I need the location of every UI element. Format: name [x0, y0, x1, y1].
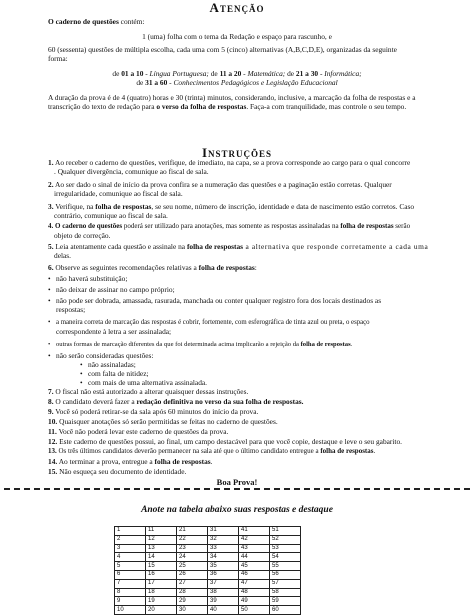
answer-row — [115, 597, 301, 606]
duration-line-1: A duração da prova é de 4 (quatro) horas e 30 (trinta) minutos, considerando, inclusive, a marcação da folha de respostas e a — [48, 93, 416, 102]
answer-row — [115, 544, 301, 553]
answer-row — [115, 570, 301, 579]
rec-6-sub-3: • com mais de uma alternativa assinalada. — [88, 378, 207, 387]
answer-cell[interactable]: 31 — [208, 527, 239, 536]
answer-cell[interactable]: 7 — [115, 579, 146, 588]
answer-cell[interactable]: 8 — [115, 588, 146, 597]
answer-cell[interactable]: 24 — [177, 553, 208, 562]
page-title-atencao: Atenção — [209, 0, 265, 15]
answer-cell[interactable]: 3 — [115, 544, 146, 553]
answer-cell[interactable]: 52 — [270, 535, 301, 544]
answer-row — [115, 553, 301, 562]
instruction-8: 8. O candidato deverá fazer a redação definitiva no verso da sua folha de respostas. — [48, 397, 304, 406]
answer-cell[interactable]: 15 — [146, 562, 177, 571]
answer-cell[interactable]: 51 — [270, 527, 301, 536]
answer-cell[interactable]: 26 — [177, 570, 208, 579]
answer-row — [115, 588, 301, 597]
rec-1: • não haverá substituição; — [56, 274, 127, 283]
intro-line-1 — [48, 17, 144, 26]
instruction-7: 7. O fiscal não está autorizado a alterar quaisquer dessas instruções. — [48, 387, 249, 396]
instruction-1-cont: . Qualquer divergência, comunique ao fiscal de sala. — [54, 167, 209, 176]
answer-cell[interactable]: 25 — [177, 562, 208, 571]
instruction-3-cont: contrário, comunique ao fiscal de sala. — [54, 211, 168, 220]
answer-cell[interactable]: 6 — [115, 570, 146, 579]
rec-3: • não pode ser dobrada, amassada, rasurada, manchada ou conter qualquer registro fora dos locais destinados as — [56, 296, 381, 305]
answer-cell[interactable]: 11 — [146, 527, 177, 536]
instruction-1: 1. Ao receber o caderno de questões, verifique, de imediato, na capa, se a prova corresponde ao cargo para o qual concorre — [48, 158, 411, 167]
instruction-15: 15. Não esqueça seu documento de identidade. — [48, 467, 187, 476]
instruction-2-cont: irregularidade, comunique ao fiscal de sala. — [54, 189, 183, 198]
answer-table — [114, 526, 301, 615]
intro-bold: O caderno de questões — [48, 17, 119, 26]
answer-cell[interactable]: 13 — [146, 544, 177, 553]
instruction-14: 14. Ao terminar a prova, entregue a folha de respostas. — [48, 457, 213, 466]
instruction-4: 4. O caderno de questões poderá ser utilizado para anotações, mas somente as respostas assinaladas na folha de respostas serão — [48, 222, 411, 230]
answer-cell[interactable]: 43 — [239, 544, 270, 553]
answer-cell[interactable]: 32 — [208, 535, 239, 544]
answer-cell[interactable]: 55 — [270, 562, 301, 571]
answer-cell[interactable]: 40 — [208, 606, 239, 615]
answer-cell[interactable]: 30 — [177, 606, 208, 615]
answer-cell[interactable]: 38 — [208, 588, 239, 597]
answer-row — [115, 527, 301, 536]
instruction-6: 6. Observe as seguintes recomendações relativas a folha de respostas: — [48, 263, 257, 272]
instruction-13: 13. Os três últimos candidatos deverão permanecer na sala até que o último candidato entregue a folha de respostas. — [48, 447, 376, 455]
answer-cell[interactable]: 20 — [146, 606, 177, 615]
answer-cell[interactable]: 44 — [239, 553, 270, 562]
answer-cell[interactable]: 36 — [208, 570, 239, 579]
answer-cell[interactable]: 33 — [208, 544, 239, 553]
rec-5: • outras formas de marcação diferentes da que foi determinada acima implicarão a rejeição da folha de respostas. — [56, 340, 352, 349]
answer-cell[interactable]: 22 — [177, 535, 208, 544]
distribution-line-2: de 31 a 60 - Conhecimentos Pedagógicos e Legislação Educacional — [136, 78, 338, 87]
answer-cell[interactable]: 34 — [208, 553, 239, 562]
rec-4: • a maneira correta de marcação das respostas é cobrir, fortemente, com esferográfica de tinta azul ou preta, o espaço — [56, 318, 370, 327]
intro-line-3: 60 (sessenta) questões de múltipla escolha, cada uma com 5 (cinco) alternativas (A,B,C,D,E), organizadas da seguinte — [48, 45, 397, 54]
intro-line-4: forma: — [48, 54, 68, 63]
rec-3-cont: respostas; — [56, 305, 86, 314]
rec-6: • não serão consideradas questões: — [56, 351, 153, 360]
intro-rest: contém: — [118, 17, 145, 26]
answer-cell[interactable]: 21 — [177, 527, 208, 536]
duration-line-2: transcrição do texto de redação para o verso da folha de respostas. Faça-a com tranquilidade, mas controle o seu tempo. — [48, 102, 407, 111]
anote-heading: Anote na tabela abaixo suas respostas e destaque — [141, 505, 333, 515]
answer-cell[interactable]: 28 — [177, 588, 208, 597]
answer-cell[interactable]: 14 — [146, 553, 177, 562]
answer-row — [115, 562, 301, 571]
answer-cell[interactable]: 35 — [208, 562, 239, 571]
answer-cell[interactable]: 50 — [239, 606, 270, 615]
answer-cell[interactable]: 49 — [239, 597, 270, 606]
instruction-5-cont: delas. — [54, 251, 72, 260]
answer-row — [115, 606, 301, 615]
instruction-9: 9. Você só poderá retirar-se da sala após 60 minutos do início da prova. — [48, 407, 259, 416]
answer-cell[interactable]: 17 — [146, 579, 177, 588]
answer-cell[interactable]: 18 — [146, 588, 177, 597]
answer-row — [115, 579, 301, 588]
instruction-3: 3. Verifique, na folha de respostas, se seu nome, número de inscrição, identidade e data de nascimento estão corretos. Caso — [48, 202, 415, 211]
answer-cell[interactable]: 4 — [115, 553, 146, 562]
answer-cell[interactable]: 45 — [239, 562, 270, 571]
rec-4-cont: correspondente à letra a ser assinalada; — [56, 327, 172, 336]
answer-cell[interactable]: 60 — [270, 606, 301, 615]
instruction-4-cont: objeto de correção. — [54, 231, 111, 240]
answer-cell[interactable]: 59 — [270, 597, 301, 606]
cut-line — [4, 488, 470, 490]
answer-cell[interactable]: 29 — [177, 597, 208, 606]
answer-cell[interactable]: 1 — [115, 527, 146, 536]
answer-cell[interactable]: 27 — [177, 579, 208, 588]
instruction-10: 10. Quaisquer anotações só serão permitidas se feitas no caderno de questões. — [48, 417, 278, 426]
answer-row — [115, 535, 301, 544]
answer-cell[interactable]: 23 — [177, 544, 208, 553]
rec-2: • não deixar de assinar no campo próprio; — [56, 285, 175, 294]
answer-cell[interactable]: 2 — [115, 535, 146, 544]
answer-cell[interactable]: 57 — [270, 579, 301, 588]
answer-cell[interactable]: 10 — [115, 606, 146, 615]
answer-cell[interactable]: 46 — [239, 570, 270, 579]
instruction-2: 2. Ao ser dado o sinal de início da prova confira se a numeração das questões e a paginação estão corretas. Qualquer — [48, 180, 392, 189]
answer-cell[interactable]: 19 — [146, 597, 177, 606]
boa-prova: Boa Prova! — [216, 477, 258, 487]
answer-cell[interactable]: 47 — [239, 579, 270, 588]
rec-6-sub-2: • com falta de nitidez; — [88, 369, 149, 378]
answer-cell[interactable]: 56 — [270, 570, 301, 579]
answer-cell[interactable]: 5 — [115, 562, 146, 571]
answer-cell[interactable]: 39 — [208, 597, 239, 606]
answer-cell[interactable]: 16 — [146, 570, 177, 579]
answer-cell[interactable]: 9 — [115, 597, 146, 606]
rec-6-sub-1: • não assinaladas; — [88, 360, 136, 369]
intro-line-2: 1 (uma) folha com o tema da Redação e espaço para rascunho, e — [142, 32, 332, 41]
answer-cell[interactable]: 12 — [146, 535, 177, 544]
answer-cell[interactable]: 58 — [270, 588, 301, 597]
answer-cell[interactable]: 41 — [239, 527, 270, 536]
answer-cell[interactable]: 54 — [270, 553, 301, 562]
distribution-line-1: de 01 a 10 - Língua Portuguesa; de 11 a 20 - Matemática; de 21 a 30 - Informática; — [112, 69, 362, 78]
answer-cell[interactable]: 53 — [270, 544, 301, 553]
instruction-5: 5. Leia atentamente cada questão e assinale na folha de respostas a alternativa que responde corretamente a cada uma — [48, 242, 429, 251]
answer-cell[interactable]: 37 — [208, 579, 239, 588]
instructions-title: Instruções — [201, 145, 273, 160]
answer-cell[interactable]: 48 — [239, 588, 270, 597]
answer-cell[interactable]: 42 — [239, 535, 270, 544]
instruction-11: 11. Você não poderá levar este caderno de questões da prova. — [48, 427, 229, 436]
instruction-12: 12. Este caderno de questões possui, ao final, um campo destacável para que você copie, destaque e leve o seu gabarito. — [48, 437, 403, 446]
